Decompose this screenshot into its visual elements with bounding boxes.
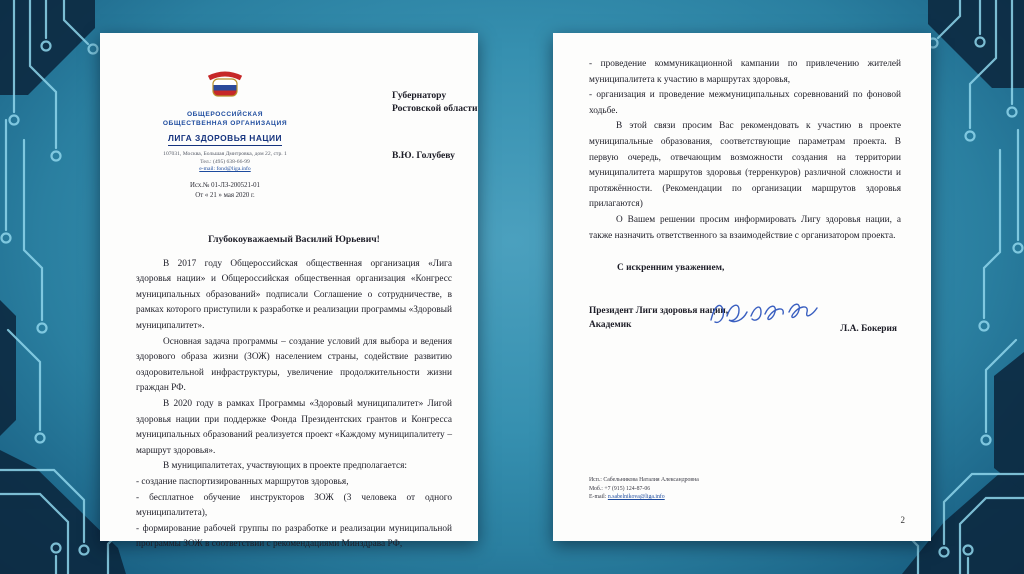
list-item: - проведение коммуникационной кампании по привлечению жителей муниципалитета к участию в маршрутах здоровья, (589, 59, 901, 85)
page-number: 2 (900, 515, 905, 525)
list-item: - организация и проведение межмуниципальных соревнований по фоновой ходьбе. (589, 90, 901, 116)
letter-date: От « 21 » мая 2020 г. (195, 191, 255, 199)
recipient-line: В.Ю. Голубеву (392, 150, 455, 161)
org-type-line2: ОБЩЕСТВЕННАЯ ОРГАНИЗАЦИЯ (162, 120, 288, 127)
org-type-line1: ОБЩЕРОССИЙСКАЯ (186, 111, 264, 118)
letter-body-page1 (136, 232, 452, 553)
paragraph: В муниципалитетах, участвующих в проекте предполагается: (163, 461, 407, 472)
executor-email-link: n.sabelnikova@liga.info (607, 493, 665, 500)
list-item: - формирование рабочей группы по разработке и реализации муниципальной программы ЗОЖ в соответствии с рекомендациями Минздрава РФ, (136, 523, 452, 550)
letter-page-1 (100, 33, 478, 550)
recipient-line: Губернатору (392, 90, 447, 101)
executor-footer (589, 476, 699, 501)
paragraph: Основная задача программы – создание условий для выбора и ведения здорового образа жизни (ЗОЖ) населением страны, содействие развитию оздоровительной инфраструктуры, увеличение продолжительности жизни граждан РФ. (136, 336, 452, 394)
recipient-block (392, 89, 478, 162)
executor-mobile: Моб.: +7 (915) 124-87-06 (589, 485, 651, 492)
executor-name: Исп.: Сабельникова Наталия Александровна (589, 477, 699, 484)
list-item: - создание паспортизированных маршрутов здоровья, (136, 476, 349, 487)
paragraph: В 2017 году Общероссийская общественная организация «Лига здоровья нации» и Общероссийская общественная организация «Конгресс муниципальных образований» подписали Соглашение о сотрудничестве, в рамках которого приступили к разработке и реализации программы «Здоровый муниципалитет». (136, 258, 452, 331)
recipient-line: Ростовской области (392, 103, 478, 114)
signer-name: Л.А. Бокерия (840, 323, 897, 334)
org-phone: Тел.: (495) 638-66-99 (200, 158, 250, 165)
paragraph: В этой связи просим Вас рекомендовать к участию в проекте муниципальные образования, соответствующие параметрам проекта. В первую очередь, отвечающим возможности создания на территории муниципалитета маршрутов здоровья (терренкуров) различной сложности и протяжённости. (Рекомендации по организации маршрутов здоровья прилагаются) (589, 121, 901, 210)
liga-logo-icon (204, 69, 246, 106)
signature-block (589, 304, 901, 352)
paragraph: В 2020 году в рамках Программы «Здоровый муниципалитет» Лигой здоровья нации при поддержке Фонда Президентских грантов и Конгресса муниципальных образований реализуется проект «Каждому муниципалитету – маршрут здоровья». (136, 398, 452, 456)
list-item: - бесплатное обучение инструкторов ЗОЖ (3 человека от одного муниципалитета), (136, 492, 452, 519)
closing-line: С искренним уважением, (617, 263, 725, 274)
executor-email-label: E-mail: (589, 493, 608, 500)
handwritten-signature-icon (705, 294, 825, 341)
paragraph: О Вашем решении просим информировать Лигу здоровья нации, а также назначить ответственного за взаимодействие с организатором проекта. (589, 214, 901, 241)
letter-page-2 (553, 33, 931, 541)
signer-title: Академик (589, 319, 632, 330)
letterhead (116, 69, 334, 201)
org-name: ЛИГА ЗДОРОВЬЯ НАЦИИ (168, 133, 282, 146)
org-email: e-mail: fond@liga.info (199, 166, 251, 172)
ref-number: Исх.№ 01-ЛЗ-200521-01 (190, 181, 260, 189)
salutation: Глубокоуважаемый Василий Юрьевич! (208, 234, 380, 245)
letter-body-page2 (553, 33, 931, 352)
org-address: 107031, Москва, Большая Дмитровка, дом 22, стр. 1 (163, 151, 287, 157)
signer-title: Президент Лиги здоровья нации, (589, 305, 729, 316)
